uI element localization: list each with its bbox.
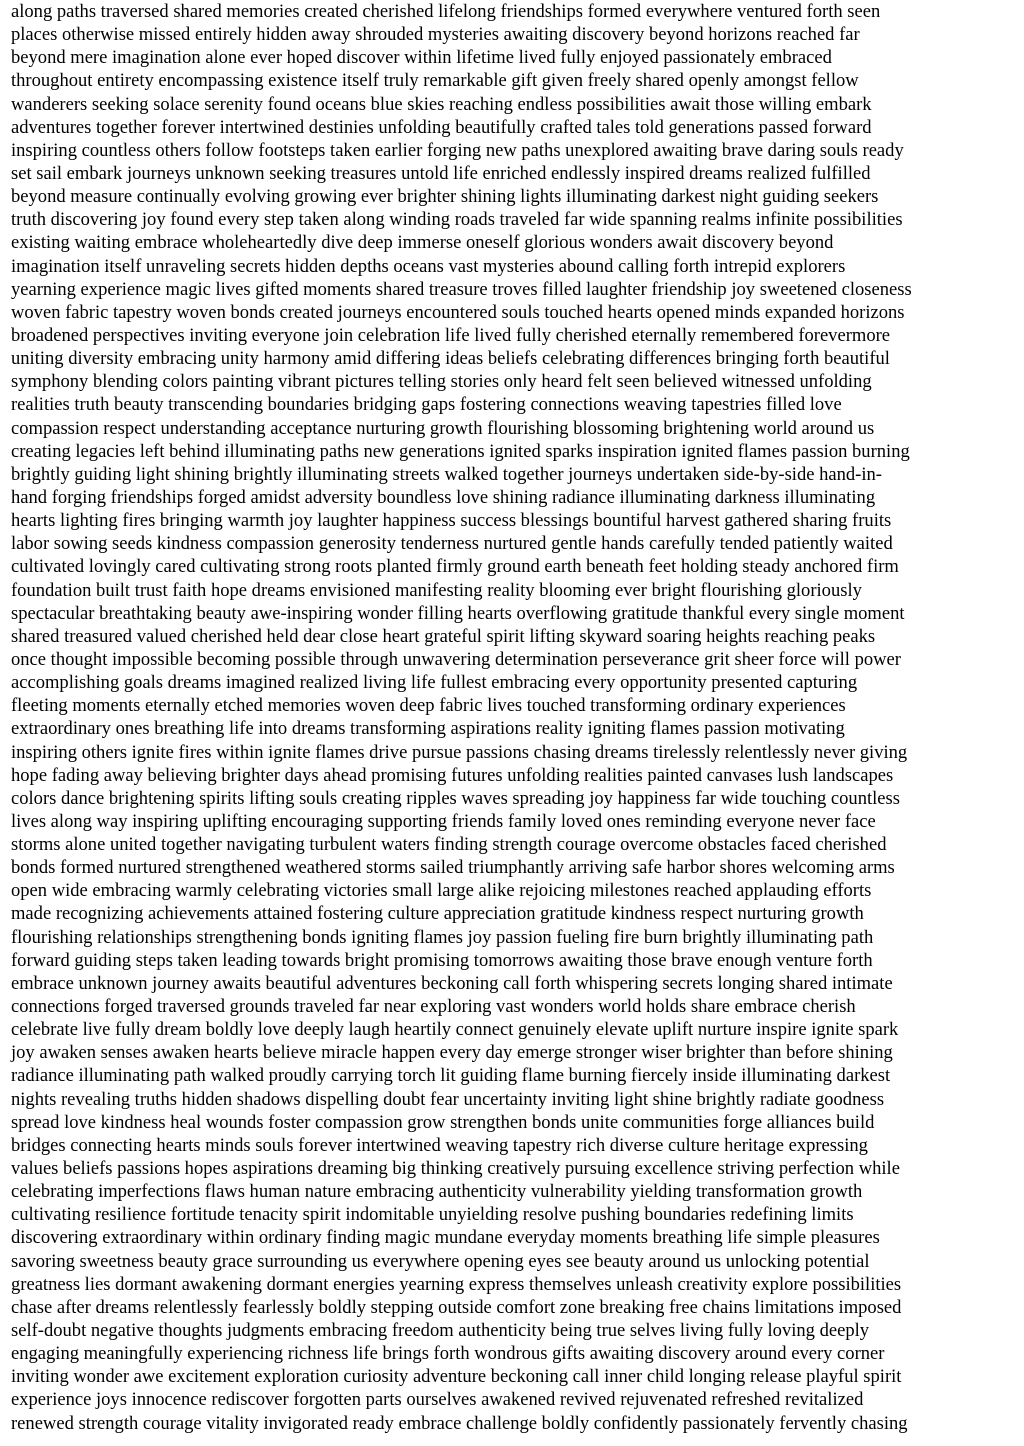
- text-line: self-doubt negative thoughts judgments embracing freedom authenticity being true selves living fully loving deeply: [11, 1320, 870, 1342]
- text-line: adventures together forever intertwined destinies unfolding beautifully crafted tales told generations passed forward: [11, 116, 872, 138]
- text-line: savoring sweetness beauty grace surrounding us everywhere opening eyes see beauty around us unlocking potential: [11, 1250, 870, 1272]
- text-line: values beliefs passions hopes aspirations dreaming big thinking creatively pursuing excellence striving perfection while: [11, 1158, 900, 1180]
- text-line: spectacular breathtaking beauty awe-inspiring wonder filling hearts overflowing gratitude thankful every single moment: [11, 602, 905, 624]
- text-line: throughout entirety encompassing existence itself truly remarkable gift given freely shared openly amongst fellow: [11, 70, 859, 92]
- text-line: chase after dreams relentlessly fearlessly boldly stepping outside comfort zone breaking free chains limitations imposed: [11, 1296, 902, 1318]
- text-line: broadened perspectives inviting everyone join celebration life lived fully cherished eternally remembered forevermore: [11, 324, 891, 346]
- text-line: wanderers seeking solace serenity found oceans blue skies reaching endless possibilities await those willing embark: [11, 93, 872, 115]
- text-line: joy awaken senses awaken hearts believe miracle happen every day emerge stronger wiser brighter than before shining: [11, 1042, 893, 1064]
- text-line: renewed strength courage vitality invigorated ready embrace challenge boldly confidently passionately fervently chasing: [11, 1412, 908, 1434]
- text-line: open wide embracing warmly celebrating victories small large alike rejoicing milestones reached applauding efforts: [11, 880, 872, 902]
- text-line: hope fading away believing brighter days ahead promising futures unfolding realities painted canvases lush landscapes: [11, 764, 894, 786]
- text-line: nights revealing truths hidden shadows dispelling doubt fear uncertainty inviting light shine brightly radiate goodness: [11, 1088, 885, 1110]
- text-line: celebrate live fully dream boldly love deeply laugh heartily connect genuinely elevate uplift nurture inspire ignite spark: [11, 1019, 899, 1041]
- text-line: woven fabric tapestry woven bonds created journeys encountered souls touched hearts opened minds expanded horizons: [11, 301, 905, 323]
- text-line: cultivated lovingly cared cultivating strong roots planted firmly ground earth beneath feet holding steady anchored firm: [11, 556, 899, 578]
- text-line: beyond mere imagination alone ever hoped discover within lifetime lived fully enjoyed passionately embraced: [11, 47, 832, 69]
- text-line: colors dance brightening spirits lifting souls creating ripples waves spreading joy happiness far wide touching countless: [11, 787, 900, 809]
- text-line: spread love kindness heal wounds foster compassion grow strengthen bonds unite communities forge alliances build: [11, 1111, 875, 1133]
- text-line: hearts lighting fires bringing warmth joy laughter happiness success blessings bountiful harvest gathered sharing fruits: [11, 510, 892, 532]
- text-line: existing waiting embrace wholeheartedly dive deep immerse oneself glorious wonders await discovery beyond: [11, 232, 834, 254]
- text-line: bridges connecting hearts minds souls forever intertwined weaving tapestry rich diverse culture heritage expressing: [11, 1134, 868, 1156]
- text-line: cultivating resilience fortitude tenacity spirit indomitable unyielding resolve pushing boundaries redefining limits: [11, 1204, 854, 1226]
- text-line: embrace unknown journey awaits beautiful adventures beckoning call forth whispering secrets longing shared intimate: [11, 972, 893, 994]
- text-line: inspiring others ignite fires within ignite flames drive pursue passions chasing dreams tirelessly relentlessly never giving: [11, 741, 908, 763]
- text-line: set sail embark journeys unknown seeking treasures untold life enriched endlessly inspired dreams realized fulfilled: [11, 162, 871, 184]
- text-line: inviting wonder awe excitement exploration curiosity adventure beckoning call inner child longing release playful spirit: [11, 1366, 902, 1388]
- text-line: lives along way inspiring uplifting encouraging supporting friends family loved ones reminding everyone never face: [11, 810, 876, 832]
- text-line: places otherwise missed entirely hidden away shrouded mysteries awaiting discovery beyond horizons reached far: [11, 24, 860, 46]
- text-line: inspiring countless others follow footsteps taken earlier forging new paths unexplored awaiting brave daring souls ready: [11, 139, 904, 161]
- text-line: forward guiding steps taken leading towards bright promising tomorrows awaiting those brave enough venture forth: [11, 949, 873, 971]
- text-line: greatness lies dormant awakening dormant energies yearning express themselves unleash creativity explore possibilities: [11, 1273, 902, 1295]
- text-line: experience joys innocence rediscover forgotten parts ourselves awakened revived rejuvenated refreshed revitalized: [11, 1389, 864, 1411]
- text-line: yearning experience magic lives gifted moments shared treasure troves filled laughter friendship joy sweetened closeness: [11, 278, 912, 300]
- text-line: flourishing relationships strengthening bonds igniting flames joy passion fueling fire burn brightly illuminating path: [11, 926, 874, 948]
- text-line: imagination itself unraveling secrets hidden depths oceans vast mysteries abound calling forth intrepid explorers: [11, 255, 846, 277]
- text-line: realities truth beauty transcending boundaries bridging gaps fostering connections weaving tapestries filled love: [11, 394, 842, 416]
- text-line: hand forging friendships forged amidst adversity boundless love shining radiance illuminating darkness illuminating: [11, 486, 876, 508]
- text-line: once thought impossible becoming possible through unwavering determination perseverance grit sheer force will power: [11, 648, 901, 670]
- text-line: along paths traversed shared memories created cherished lifelong friendships formed everywhere ventured forth seen: [11, 1, 881, 22]
- text-line: accomplishing goals dreams imagined realized living life fullest embracing every opportunity presented capturing: [11, 672, 858, 694]
- text-line: compassion respect understanding acceptance nurturing growth flourishing blossoming brightening world around us: [11, 417, 875, 439]
- text-line: labor sowing seeds kindness compassion generosity tenderness nurtured gentle hands carefully tended patiently waited: [11, 533, 893, 555]
- text-line: extraordinary ones breathing life into dreams transforming aspirations reality igniting flames passion motivating: [11, 718, 845, 740]
- text-line: creating legacies left behind illuminating paths new generations ignited sparks inspiration ignited flames passion burning: [11, 440, 910, 462]
- text-line: truth discovering joy found every step taken along winding roads traveled far wide spanning realms infinite possibilities: [11, 209, 903, 231]
- text-line: radiance illuminating path walked proudly carrying torch lit guiding flame burning fiercely inside illuminating darkest: [11, 1065, 891, 1087]
- text-line: brightly guiding light shining brightly illuminating streets walked together journeys undertaken side-by-side hand-in-: [11, 463, 882, 485]
- text-line: uniting diversity embracing unity harmony amid differing ideas beliefs celebrating differences bringing forth beautiful: [11, 348, 890, 370]
- document-body: [11, 0, 1021, 1435]
- text-line: shared treasured valued cherished held dear close heart grateful spirit lifting skyward soaring heights reaching peaks: [11, 625, 876, 647]
- text-line: beyond measure continually evolving growing ever brighter shining lights illuminating darkest night guiding seekers: [11, 186, 879, 208]
- text-line: celebrating imperfections flaws human nature embracing authenticity vulnerability yielding transformation growth: [11, 1181, 863, 1203]
- text-line: bonds formed nurtured strengthened weathered storms sailed triumphantly arriving safe harbor shores welcoming arms: [11, 857, 895, 879]
- text-line: storms alone united together navigating turbulent waters finding strength courage overcome obstacles faced cherished: [11, 834, 887, 856]
- text-line: connections forged traversed grounds traveled far near exploring vast wonders world holds share embrace cherish: [11, 996, 856, 1018]
- text-line: engaging meaningfully experiencing richness life brings forth wondrous gifts awaiting discovery around every corner: [11, 1343, 885, 1365]
- text-line: made recognizing achievements attained fostering culture appreciation gratitude kindness respect nurturing growth: [11, 903, 864, 925]
- text-line: discovering extraordinary within ordinary finding magic mundane everyday moments breathing life simple pleasures: [11, 1227, 880, 1249]
- text-line: foundation built trust faith hope dreams envisioned manifesting reality blooming ever bright flourishing gloriously: [11, 579, 862, 601]
- text-line: fleeting moments eternally etched memories woven deep fabric lives touched transforming ordinary experiences: [11, 695, 846, 717]
- text-line: symphony blending colors painting vibrant pictures telling stories only heard felt seen believed witnessed unfolding: [11, 371, 872, 393]
